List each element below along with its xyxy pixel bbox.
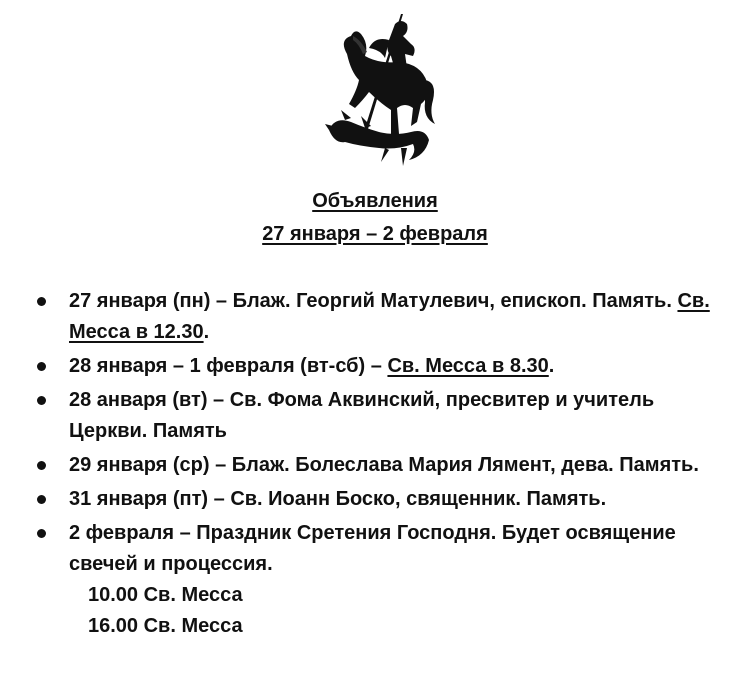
item-text: 27 января (пн) – Блаж. Георгий Матулевич, епископ. Память. <box>69 290 678 312</box>
list-item <box>0 484 720 515</box>
bullet-icon <box>37 297 46 306</box>
schedule-line: 10.00 Св. Месса <box>88 584 243 606</box>
list-item <box>0 286 720 348</box>
page-title: Объявления <box>312 190 438 212</box>
saint-george-dragon-icon <box>325 10 437 168</box>
list-item <box>0 450 720 481</box>
list-item <box>0 351 720 382</box>
mass-time: Св. Месса в 12.30 <box>69 290 710 343</box>
item-text: 28 анваря (вт) – Св. Фома Аквинский, пресвитер и учитель Церкви. Память <box>69 389 655 442</box>
item-text: 28 января – 1 февраля (вт-сб) – <box>69 355 388 377</box>
item-text-end: . <box>548 355 555 377</box>
bullet-icon <box>37 362 46 371</box>
item-text: 31 января (пт) – Св. Иоанн Боско, священник. Память. <box>69 488 607 510</box>
item-text: 29 января (ср) – Блаж. Болеслава Мария Лямент, дева. Память. <box>69 454 699 476</box>
bullet-icon <box>37 396 46 405</box>
date-range: 27 января – 2 февраля <box>262 223 488 245</box>
list-item <box>0 518 720 642</box>
mass-time: Св. Месса в 8.30 <box>387 355 549 377</box>
list-item <box>0 385 720 447</box>
bullet-icon <box>37 529 46 538</box>
item-text-end: . <box>203 321 210 343</box>
announcement-list <box>0 286 720 645</box>
announcement-header <box>0 185 750 251</box>
schedule-line: 16.00 Св. Месса <box>88 615 243 637</box>
bullet-icon <box>37 461 46 470</box>
bullet-icon <box>37 495 46 504</box>
item-text: 2 февраля – Праздник Сретения Господня. Будет освящение свечей и процессия. <box>69 522 676 575</box>
